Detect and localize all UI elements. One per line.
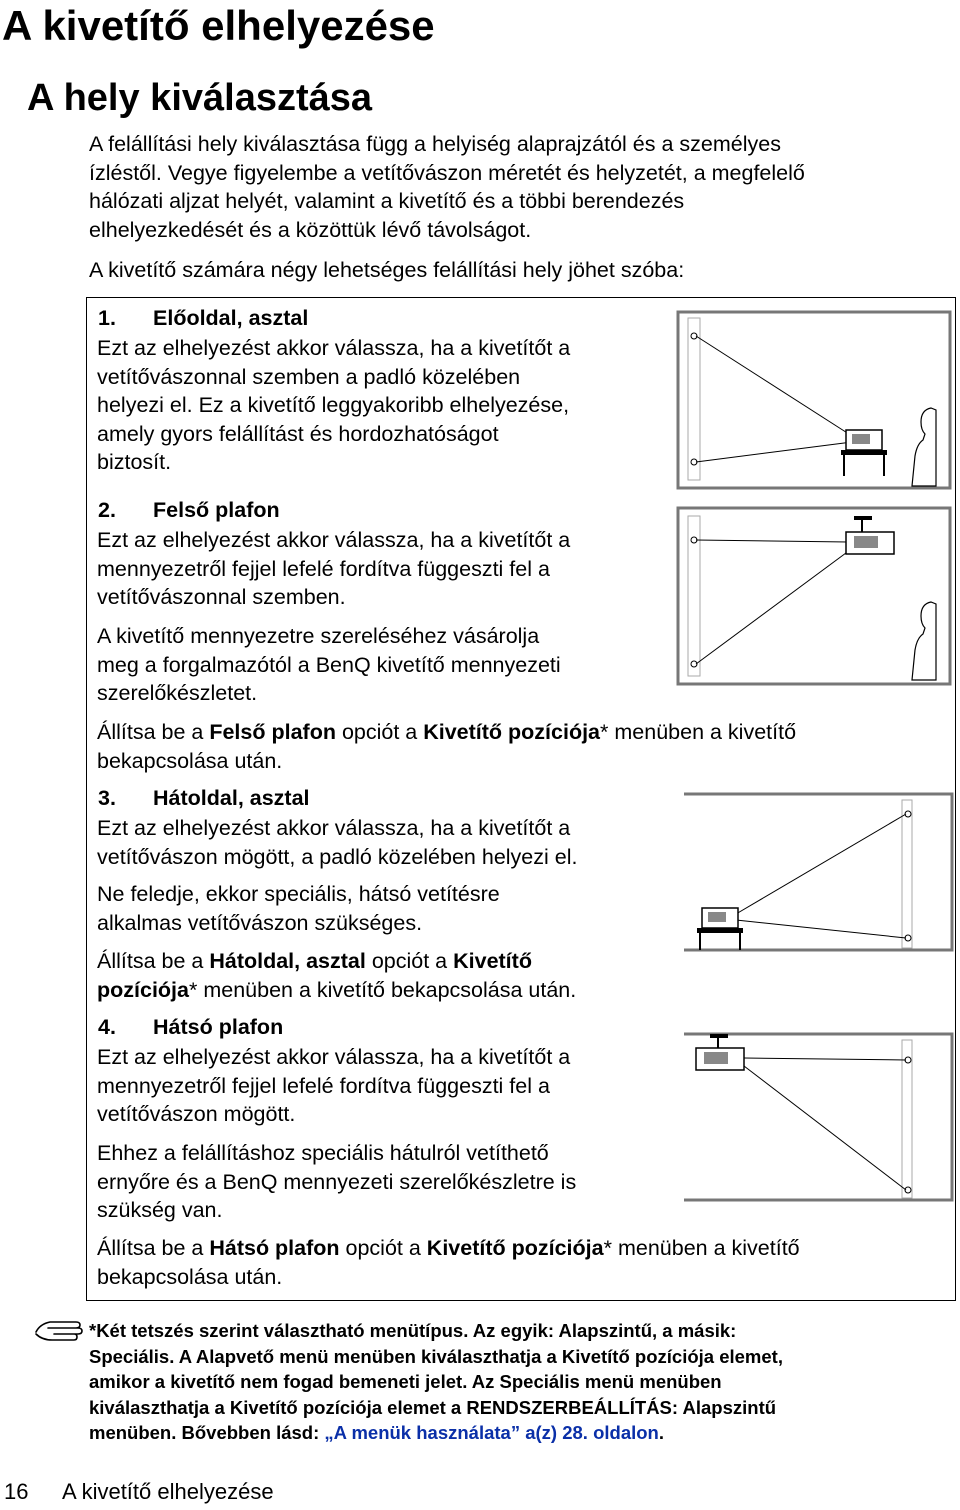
front-table-diagram [676, 310, 952, 490]
intro-line: ízléstől. Vegye figyelembe a vetítővászon méretét és helyzetét, a megfelelő [89, 160, 805, 185]
footer-section-title: A kivetítő elhelyezése [62, 1479, 274, 1504]
page-title: A kivetítő elhelyezése [2, 2, 435, 49]
note-hand-icon [34, 1318, 84, 1344]
footnote: *Két tetszés szerint választható menütípus. Az egyik: Alapszintű, a másik: Speciális. A Alapvető menü menüben kiválaszthatja a Kivetítő pozíciója elemet, amikor a kivetítő nem fogad bemeneti jelet. Az Speciális menü menüben kiválaszthatja a Kivetítő pozíciója elemet a RENDSZERBEÁLLÍTÁS: Alapszintű menüben. Bővebben lásd: „A menük használata” a(z) 28. oldalon. [89, 1320, 783, 1443]
rear-ceiling-diagram [678, 1030, 958, 1205]
section-2-setting-text: Állítsa be a Felső plafon opciót a Kivetítő pozíciója* menüben a kivetítő bekapcsolása után. [97, 720, 797, 773]
section-4-setting-text: Állítsa be a Hátsó plafon opciót a Kivetítő pozíciója* menüben a kivetítő bekapcsolása után. [97, 1236, 800, 1289]
intro-line: elhelyezkedését és a közöttük lévő távolságot. [89, 217, 532, 242]
lead-sentence: A kivetítő számára négy lehetséges felállítási hely jöhet szóba: [89, 258, 685, 282]
section-title: A hely kiválasztása [27, 77, 373, 119]
section-2-heading: 2. Felső plafon [98, 498, 280, 522]
section-2-mount-text: A kivetítő mennyezetre szereléséhez vásárolja meg a forgalmazótól a BenQ kivetítő mennyezeti szerelőkészletet. [97, 624, 561, 706]
intro-line: hálózati aljzat helyét, valamint a kivetítő és a többi berendezés [89, 189, 685, 213]
section-2-text: Ezt az elhelyezést akkor válassza, ha a kivetítőt a mennyezetről fejjel lefelé fordítva függeszti fel a vetítővászonnal szemben. [97, 528, 571, 610]
intro-paragraph [89, 130, 939, 244]
section-3-setting-text: Állítsa be a Hátoldal, asztal opciót a Kivetítő pozíciója* menüben a kivetítő bekapcsolása után. [97, 949, 577, 1002]
front-ceiling-diagram [676, 506, 952, 686]
section-4-screen-text: Ehhez a felállításhoz speciális hátulról vetíthető ernyőre és a BenQ mennyezeti szerelőkészletre is szükség van. [97, 1141, 577, 1223]
section-4-heading: 4. Hátsó plafon [98, 1015, 284, 1039]
section-4-text: Ezt az elhelyezést akkor válassza, ha a kivetítőt a mennyezetről fejjel lefelé fordítva függeszti fel a vetítővászon mögött. [97, 1045, 571, 1127]
person-icon [676, 310, 677, 311]
section-1-text: Ezt az elhelyezést akkor válassza, ha a kivetítőt a vetítővászonnal szemben a padló közelében helyezi el. Ez a kivetítő leggyakoribb elhelyezése, amely gyors felállítást és hordozhatóságot biztosít. [97, 336, 571, 475]
section-3-text: Ezt az elhelyezést akkor válassza, ha a kivetítőt a vetítővászon mögött, a padló közelében helyezi el. [97, 816, 578, 869]
section-3-screen-text: Ne feledje, ekkor speciális, hátsó vetítésre alkalmas vetítővászon szükséges. [97, 882, 500, 935]
page-number: 16 [4, 1479, 29, 1504]
section-1-heading: 1. Előoldal, asztal [98, 306, 309, 330]
intro-line: A felállítási hely kiválasztása függ a helyiség alaprajzától és a személyes [89, 132, 781, 156]
menu-usage-link[interactable]: „A menük használata” a(z) 28. oldalon [324, 1422, 659, 1443]
section-3-heading: 3. Hátoldal, asztal [98, 786, 310, 810]
rear-table-diagram [678, 790, 958, 955]
